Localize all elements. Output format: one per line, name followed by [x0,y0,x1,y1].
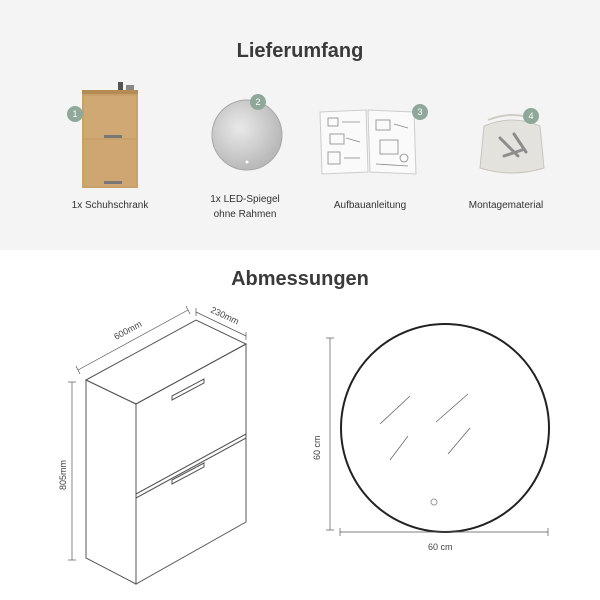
mirror-width-label: 60 cm [428,542,453,552]
dimensions-title: Abmessungen [231,268,369,290]
item-2-label-line2: ohne Rahmen [213,209,277,220]
item-4-badge: 4 [523,108,539,124]
item-2-label-line1: 1x LED-Spiegel [210,194,280,205]
cabinet-depth-label: 230mm [209,304,241,327]
cabinet-height-label: 805mm [58,459,68,490]
mirror-height-label: 60 cm [312,435,322,460]
item-4-label: Montagematerial [468,200,544,211]
shoe-cabinet-image [72,80,144,190]
cabinet-width-label: 600mm [112,318,144,342]
item-3-badge: 3 [412,104,428,120]
mirror-drawing [300,320,600,560]
scope-title: Lieferumfang [236,40,364,62]
item-2-label [185,192,305,222]
manual-image [316,108,420,176]
item-1-badge: 1 [67,106,83,122]
item-2-badge: 2 [250,94,266,110]
led-mirror-image [210,98,284,172]
item-3-label: Aufbauanleitung [333,200,407,211]
cabinet-drawing [0,290,310,600]
item-1-label: 1x Schuhschrank [71,200,149,211]
